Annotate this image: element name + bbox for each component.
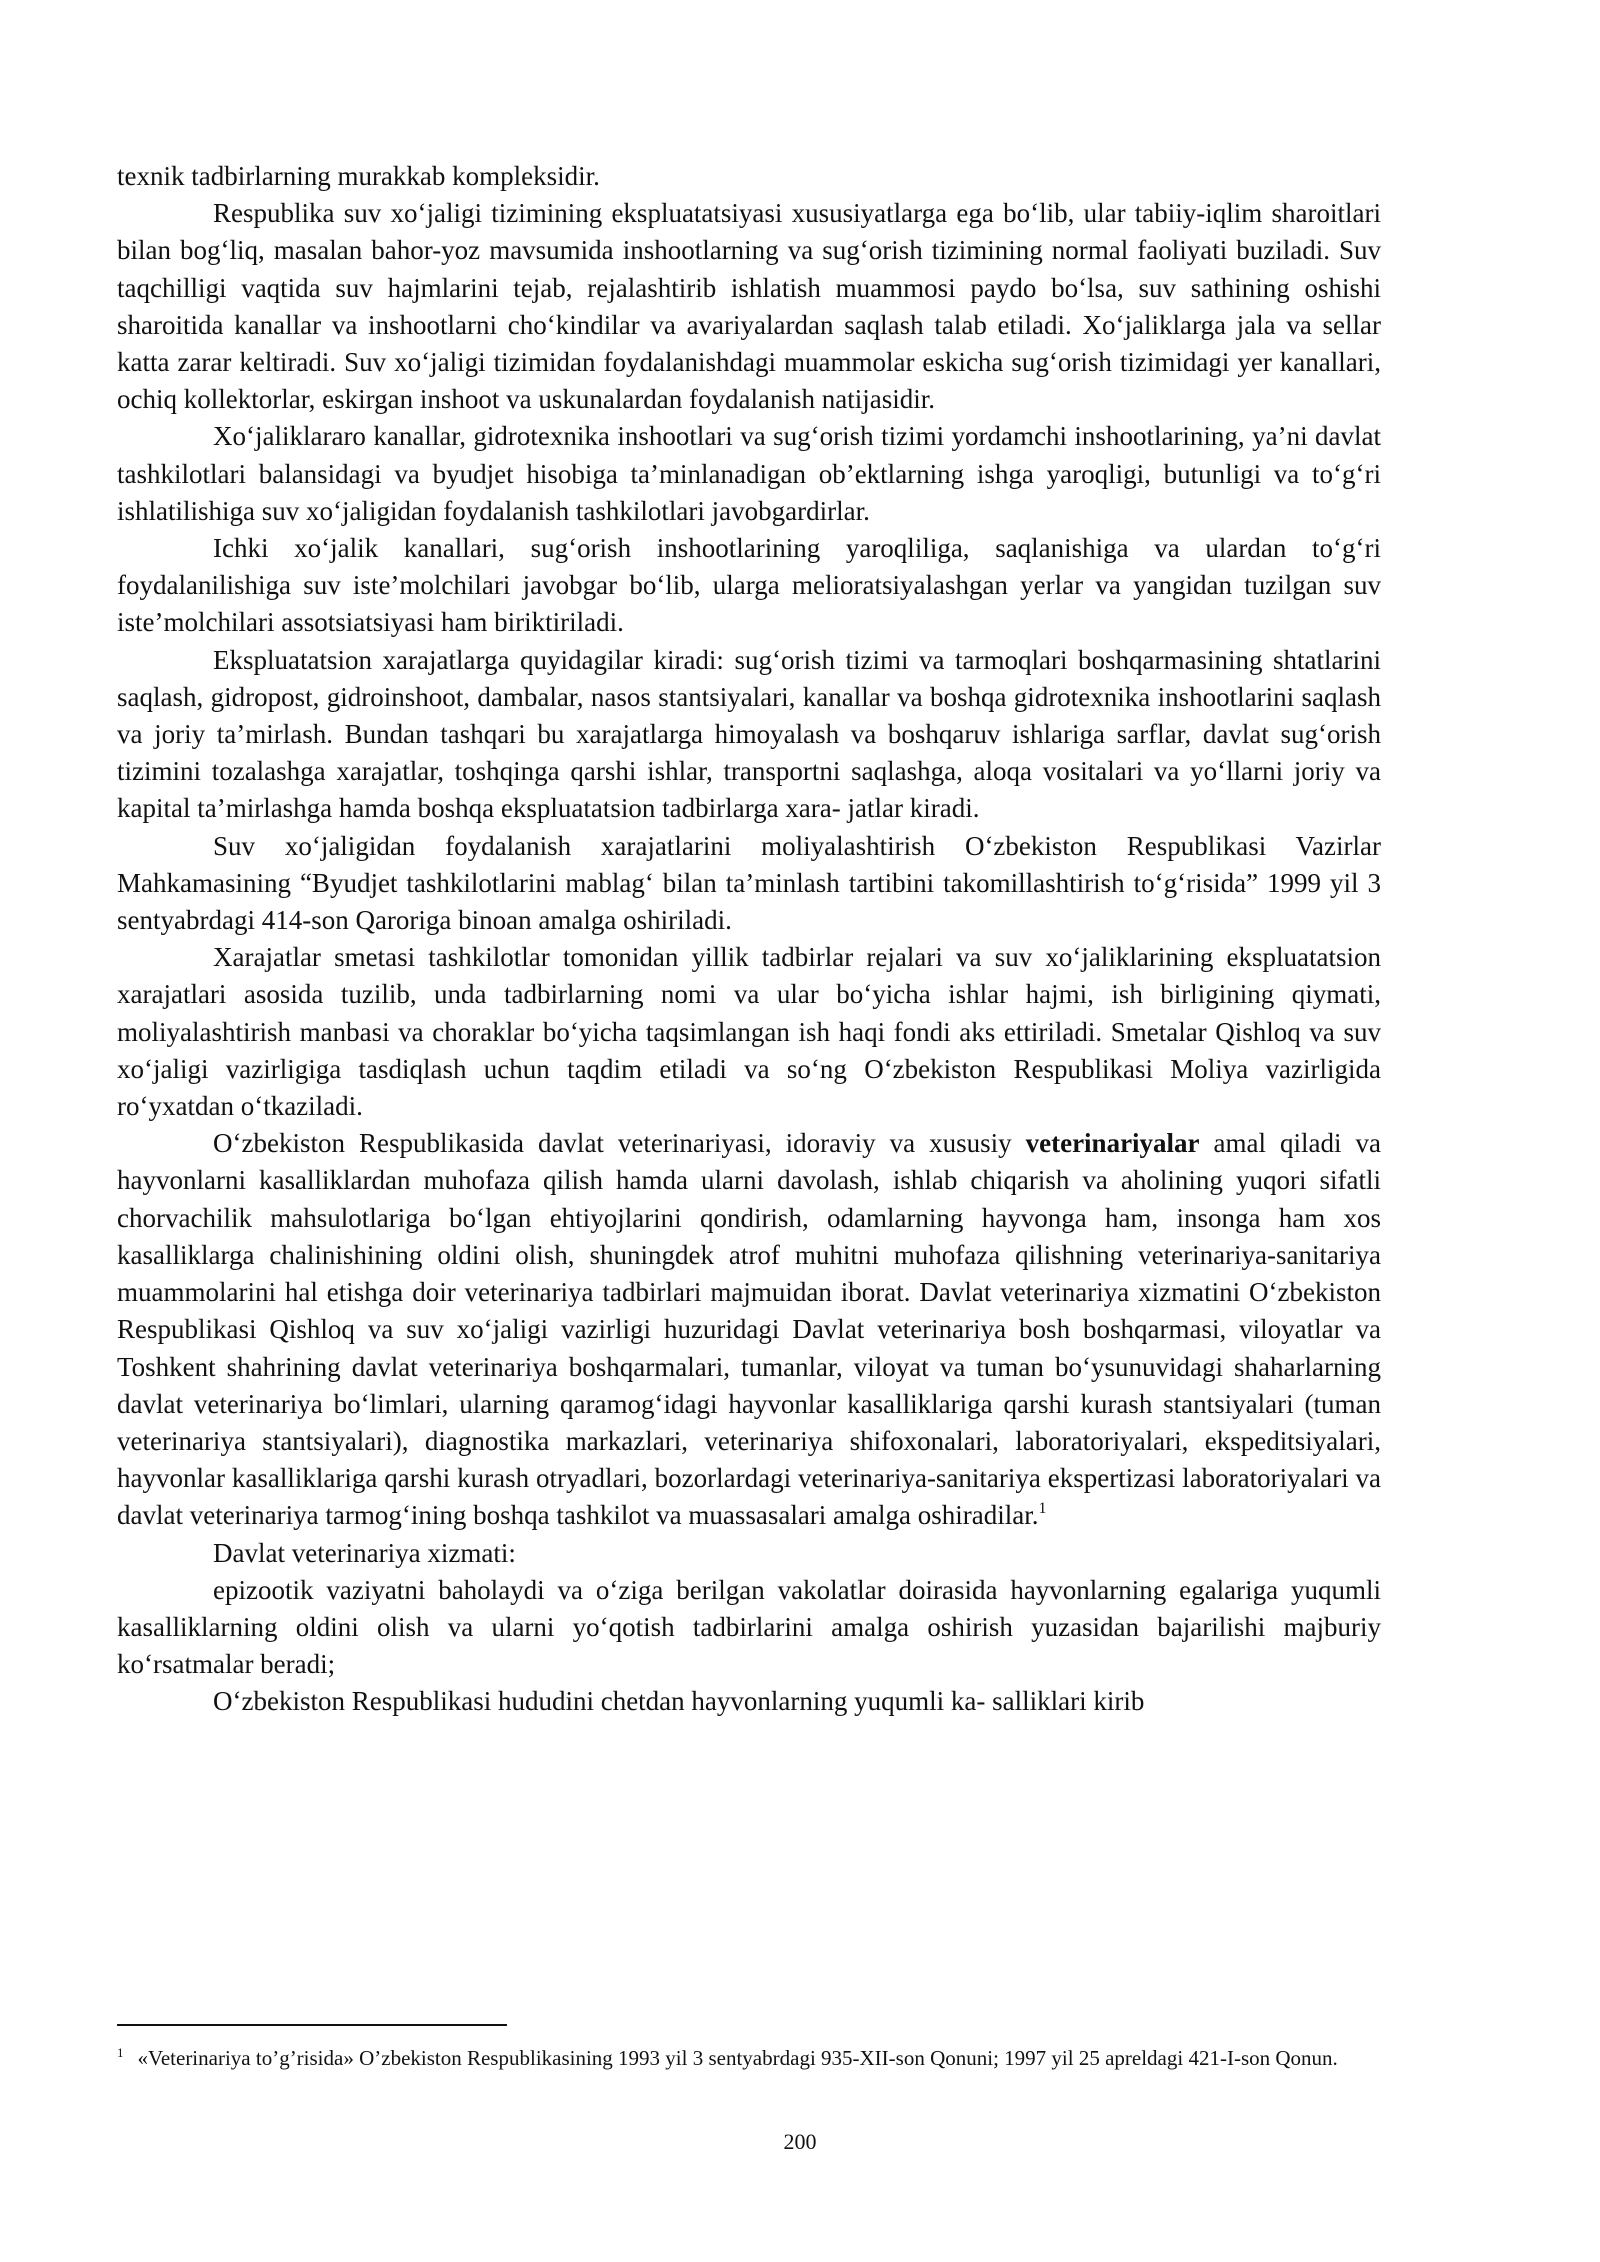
document-body: [117, 158, 1381, 1721]
paragraph-2: Respublika suv xo‘jaligi tizimining ekspluatatsiyasi xususiyatlarga ega bo‘lib, ular tabiiy-iqlim sharoitlari bilan bog‘liq, masalan bahor-yoz mavsumida inshootlarning va sug‘orish tizimining normal faoliyati buziladi. Suv taqchilligi vaqtida suv hajmlarini tejab, rejalashtirib ishlatish muammosi paydo bo‘lsa, suv sathining oshishi sharoitida kanallar va inshootlarni cho‘kindilar va avariyalardan saqlash talab etiladi. Xo‘jaliklarga jala va sellar katta zarar keltiradi. Suv xo‘jaligi tizimidan foydalanishdagi muammolar eskicha sug‘orish tizimidagi yer kanallari, ochiq kollektorlar, eskirgan inshoot va uskunalardan foydalanish natijasidir.: [117, 198, 1381, 415]
paragraph-6: Suv xo‘jaligidan foydalanish xarajatlarini moliyalashtirish O‘zbekiston Respublikasi Vazirlar Mahkamasining “Byudjet tashkilotlarini mablag‘ bilan ta’minlash tartibini takomillashtirish to‘g‘risida” 1999 yil 3 sentyabrdagi 414-son Qaroriga binoan amalga oshiriladi.: [117, 830, 1381, 936]
footnote-marker: 1: [117, 2045, 124, 2060]
footnote-reference[interactable]: 1: [1038, 1500, 1047, 1518]
footnote-divider: [117, 2024, 507, 2026]
footnote: [117, 2044, 1381, 2073]
paragraph-7: Xarajatlar smetasi tashkilotlar tomonidan yillik tadbirlar rejalari va suv xo‘jaliklarining ekspluatatsion xarajatlari asosida tuzilib, unda tadbirlarning nomi va ular bo‘yicha ishlar hajmi, ish birligining qiymati, moliyalashtirish manbasi va choraklar bo‘yicha taqsimlangan ish haqi fondi aks ettiriladi. Smetalar Qishloq va suv xo‘jaligi vazirligiga tasdiqlash uchun taqdim etiladi va so‘ng O‘zbekiston Respublikasi Moliya vazirligida ro‘yxatdan o‘tkaziladi.: [117, 942, 1381, 1122]
paragraph-1: texnik tadbirlarning murakkab kompleksidir.: [117, 161, 600, 191]
bold-term-veterinariyalar: veterinariyalar: [1025, 1128, 1200, 1159]
paragraph-3: Xo‘jaliklararo kanallar, gidrotexnika inshootlari va sug‘orish tizimi yordamchi inshootlarining, ya’ni davlat tashkilotlari balansidagi va byudjet hisobiga ta’minlanadigan ob’ektlarning ishga yaroqligi, butunligi va to‘g‘ri ishlatilishiga suv xo‘jaligidan foydalanish tashkilotlari javobgardirlar.: [117, 421, 1381, 526]
paragraph-4: Ichki xo‘jalik kanallari, sug‘orish inshootlarining yaroqliliga, saqlanishiga va ulardan to‘g‘ri foydalanilishiga suv iste’molchilari javobgar bo‘lib, ularga melioratsiyalashgan yerlar va yangidan tuzilgan suv iste’molchilari assotsiatsiyasi ham biriktiriladi.: [117, 533, 1381, 638]
page-number: 200: [783, 2129, 817, 2154]
paragraph-5: Ekspluatatsion xarajatlarga quyidagilar kiradi: sug‘orish tizimi va tarmoqlari boshqarmasining shtatlarini saqlash, gidropost, gidroinshoot, dambalar, nasos stantsiyalari, kanallar va boshqa gidrotexnika inshootlarini saqlash va joriy ta’mirlash. Bundan tashqari bu xarajatlarga himoyalash va boshqaruv ishlariga sarflar, davlat sug‘orish tizimini tozalashga xarajatlar, toshqinga qarshi ishlar, transportni saqlashga, aloqa vositalari va yo‘llarni joriy va kapital ta’mirlashga hamda boshqa ekspluatatsion tadbirlarga xara- jatlar kiradi.: [117, 644, 1381, 824]
footnote-text: «Veterinariya to’g’risida» O’zbekiston Respublikasining 1993 yil 3 sentyabrdagi 935-XII-son Qonuni; 1997 yil 25 apreldagi 421-I-son Qonun.: [137, 2046, 1338, 2070]
paragraph-8-text-after: amal qiladi va hayvonlarni kasalliklardan muhofaza qilish hamda ularni davolash, ishlab chiqarish va aholining yuqori sifatli chorvachilik mahsulotlariga bo‘lgan ehtiyojlarini qondirish, odamlarning hayvonga ham, insonga ham xos kasalliklarga chalinishining oldini olish, shuningdek atrof muhitni muhofaza qilishning veterinariya-sanitariya muammolarini hal etishga doir veterinariya tadbirlari majmuidan iborat. Davlat veterinariya xizmatini O‘zbekiston Respublikasi Qishloq va suv xo‘jaligi vazirligi huzuridagi Davlat veterinariya bosh boshqarmasi, viloyatlar va Toshkent shahrining davlat veterinariya boshqarmalari, tumanlar, viloyat va tuman bo‘ysunuvidagi shaharlarning davlat veterinariya bo‘limlari, ularning qaramog‘idagi hayvonlar kasalliklariga qarshi kurash stantsiyalari (tuman veterinariya stantsiyalari), diagnostika markazlari, veterinariya shifoxonalari, laboratoriyalari, ekspeditsiyalari, hayvonlar kasalliklariga qarshi kurash otryadlari, bozorlardagi veterinariya-sanitariya ekspertizasi laboratoriyalari va davlat veterinariya tarmog‘ining boshqa tashkilot va muassasalari amalga oshiradilar.: [117, 1128, 1381, 1531]
paragraph-8: [117, 1125, 1381, 1534]
paragraph-10: epizootik vaziyatni baholaydi va o‘ziga berilgan vakolatlar doirasida hayvonlarning egalariga yuqumli kasalliklarning oldini olish va ularni yo‘qotish tadbirlarini amalga oshirish yuzasidan bajarilishi majburiy ko‘rsatmalar beradi;: [117, 1574, 1381, 1680]
paragraph-11: O‘zbekiston Respublikasi hududini chetdan hayvonlarning yuqumli ka- salliklari kirib: [213, 1686, 1145, 1717]
paragraph-9: Davlat veterinariya xizmati:: [213, 1537, 516, 1568]
paragraph-8-text-before: O‘zbekiston Respublikasida davlat veterinariyasi, idoraviy va xususiy: [213, 1128, 1026, 1159]
